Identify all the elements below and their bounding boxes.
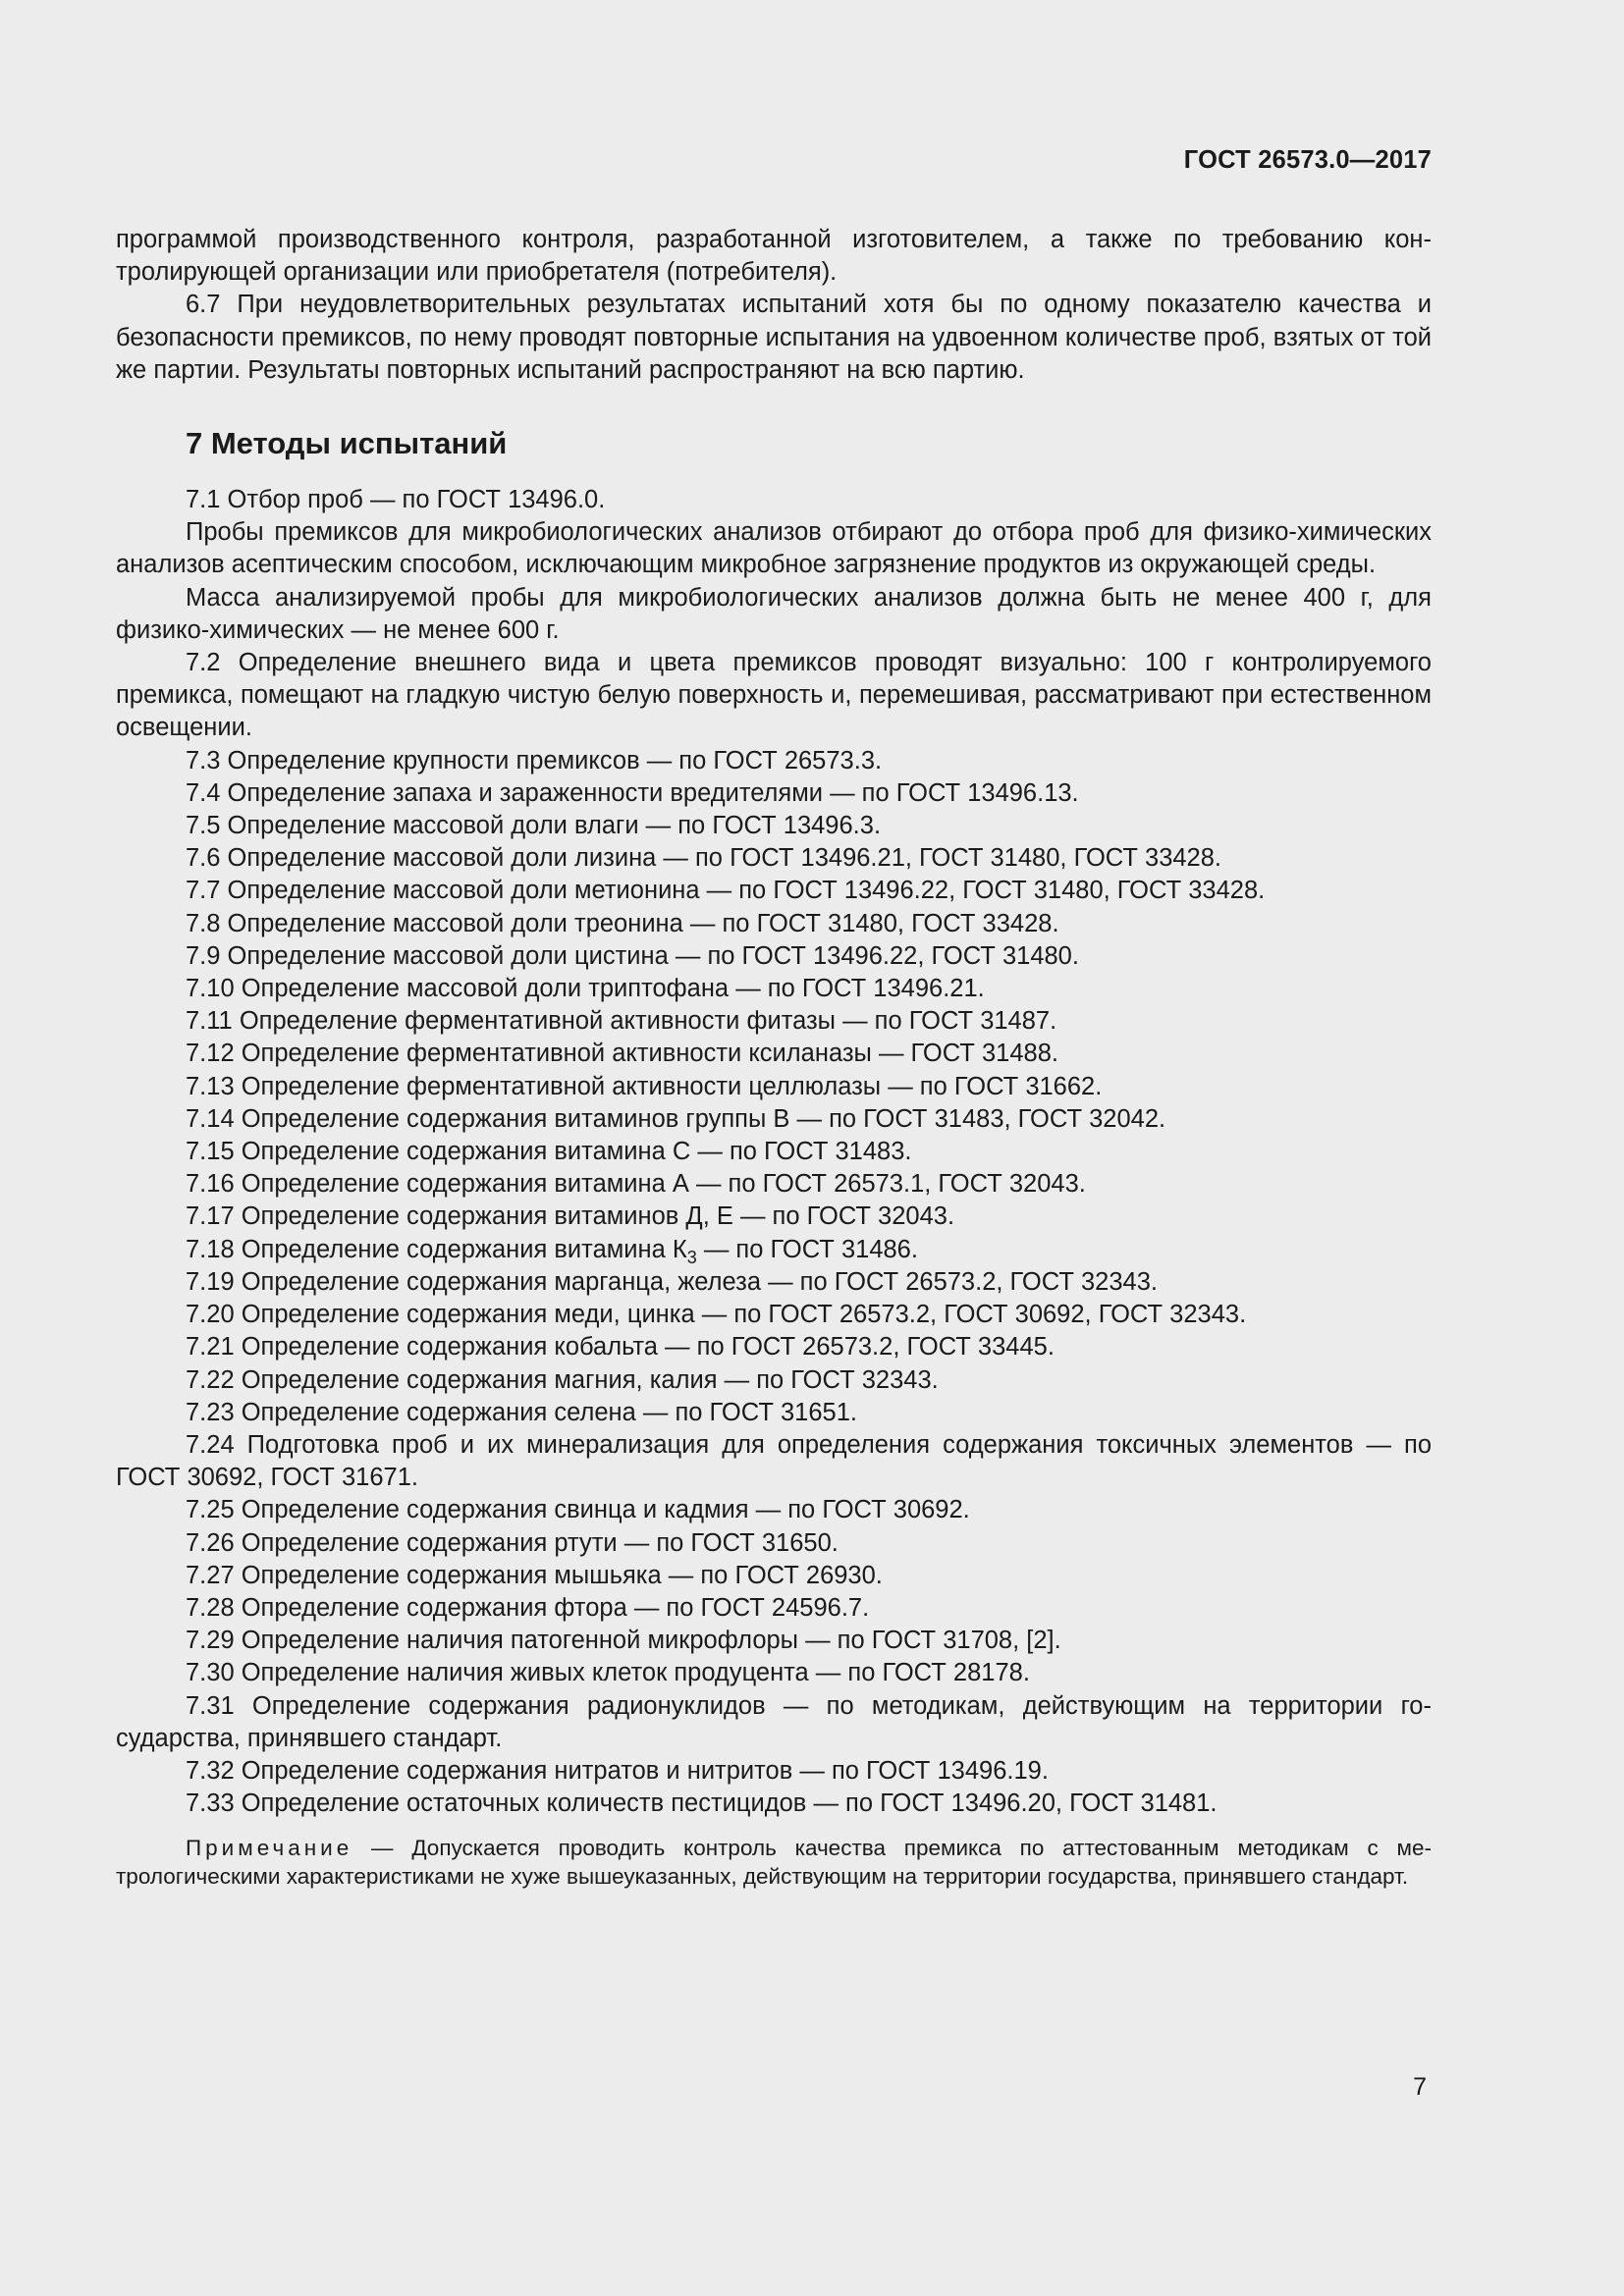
list-item: 7.16 Определение содержания витамина А — по ГОСТ 26573.1, ГОСТ 32043. xyxy=(186,1170,1086,1199)
list-item: 7.19 Определение содержания марганца, железа — по ГОСТ 26573.2, ГОСТ 32343. xyxy=(186,1267,1158,1296)
paragraph-7-2: 7.2 Определение внешнего вида и цвета премиксов проводят визуально: 100 г контролируемого премикса, помещают на гладкую чистую белую поверхность и, перемешивая, рассматривают при естественном освещении. xyxy=(116,649,1432,742)
list-item: 7.21 Определение содержания кобальта — по ГОСТ 26573.2, ГОСТ 33445. xyxy=(186,1333,1055,1362)
paragraph-6-7: 6.7 При неудовлетворительных результатах испытаний хотя бы по одному показателю качества и безопасности премиксов, по нему проводят повторные испытания на удвоенном количестве проб, взятых от той же партии. Результаты повторных испытаний распространяют на всю партию. xyxy=(116,291,1432,384)
list-item: 7.4 Определение запаха и зараженности вредителями — по ГОСТ 13496.13. xyxy=(186,778,1079,807)
list-item-7-18-text: 7.18 Определение содержания витамина К xyxy=(186,1235,687,1263)
list-item-7-24: 7.24 Подготовка проб и их минерализация для определения содержания токсичных элементов — по ГОСТ 30692, ГОСТ 31671. xyxy=(116,1430,1432,1492)
list-item: 7.27 Определение содержания мышьяка — по ГОСТ 26930. xyxy=(186,1561,883,1589)
list-item: 7.30 Определение наличия живых клеток продуцента — по ГОСТ 28178. xyxy=(186,1659,1030,1687)
list-item: 7.11 Определение ферментативной активности фитазы — по ГОСТ 31487. xyxy=(186,1007,1057,1036)
list-item: 7.25 Определение содержания свинца и кадмия — по ГОСТ 30692. xyxy=(186,1496,970,1524)
list-item: 7.23 Определение содержания селена — по ГОСТ 31651. xyxy=(186,1398,857,1426)
continuation-paragraph: программой производственного контроля, разработанной изготовителем, а также по требованию контролирующей организации или приобретателя (потребителя). xyxy=(116,226,1432,287)
list-item: 7.17 Определение содержания витаминов Д, Е — по ГОСТ 32043. xyxy=(186,1202,955,1231)
paragraph-7-1-sampling: Пробы премиксов для микробиологических анализов отбирают до отбора проб для физико-химических анализов асептическим способом, исключающим микробное загрязнение продуктов из окружающей среды. xyxy=(116,518,1432,579)
list-item: 7.7 Определение массовой доли метионина — по ГОСТ 13496.22, ГОСТ 31480, ГОСТ 33428. xyxy=(186,877,1266,905)
list-item: 7.13 Определение ферментативной активности целлюлазы — по ГОСТ 31662. xyxy=(186,1072,1103,1100)
list-item: 7.9 Определение массовой доли цистина — по ГОСТ 13496.22, ГОСТ 31480. xyxy=(186,941,1079,970)
list-item: 7.20 Определение содержания меди, цинка — по ГОСТ 26573.2, ГОСТ 30692, ГОСТ 32343. xyxy=(186,1301,1247,1329)
page-number: 7 xyxy=(1413,2073,1427,2101)
note-paragraph xyxy=(116,1834,1432,1891)
list-item: 7.22 Определение содержания магния, калия — по ГОСТ 32343. xyxy=(186,1365,939,1394)
document-page xyxy=(116,0,1432,2296)
note-label: Примечание xyxy=(186,1836,353,1861)
list-item: 7.33 Определение остаточных количеств пестицидов — по ГОСТ 13496.20, ГОСТ 31481. xyxy=(186,1789,1218,1818)
document-code-header: ГОСТ 26573.0—2017 xyxy=(1183,146,1432,174)
list-item: 7.32 Определение содержания нитратов и нитритов — по ГОСТ 13496.19. xyxy=(186,1756,1049,1785)
list-item: 7.12 Определение ферментативной активности ксиланазы — ГОСТ 31488. xyxy=(186,1040,1058,1068)
paragraph-7-1-mass: Масса анализируемой пробы для микробиологических анализов должна быть не менее 400 г, для физико-химических — не менее 600 г. xyxy=(116,583,1432,644)
list-item: 7.28 Определение содержания фтора — по ГОСТ 24596.7. xyxy=(186,1593,870,1622)
list-item: 7.10 Определение массовой доли триптофана — по ГОСТ 13496.21. xyxy=(186,975,985,1003)
paragraph-7-1: 7.1 Отбор проб — по ГОСТ 13496.0. xyxy=(186,486,606,514)
list-item: 7.5 Определение массовой доли влаги — по ГОСТ 13496.3. xyxy=(186,812,882,840)
list-item: 7.15 Определение содержания витамина С — по ГОСТ 31483. xyxy=(186,1138,912,1166)
section-title: 7 Методы испытаний xyxy=(186,426,508,461)
list-item-7-31: 7.31 Определение содержания радионуклидов — по методикам, действующим на территории государства, принявшего стандарт. xyxy=(116,1691,1432,1752)
list-item: 7.29 Определение наличия патогенной микрофлоры — по ГОСТ 31708, [2]. xyxy=(186,1627,1061,1655)
list-item: 7.14 Определение содержания витаминов группы В — по ГОСТ 31483, ГОСТ 32042. xyxy=(186,1104,1166,1133)
list-item: 7.26 Определение содержания ртути — по ГОСТ 31650. xyxy=(186,1528,839,1557)
subscript-index: 3 xyxy=(686,1247,697,1267)
list-item: 7.8 Определение массовой доли треонина — по ГОСТ 31480, ГОСТ 33428. xyxy=(186,909,1059,937)
list-item: 7.3 Определение крупности премиксов — по ГОСТ 26573.3. xyxy=(186,746,883,774)
document-body xyxy=(116,224,1432,1891)
list-item-7-18-ref: — по ГОСТ 31486. xyxy=(696,1235,918,1263)
note-text: — Допускается проводить контроль качества премикса по аттестованным методикам с метрологическими характеристиками не хуже вышеуказанных, действующим на территории государства, принявшего стандарт. xyxy=(116,1836,1432,1890)
list-item: 7.6 Определение массовой доли лизина — по ГОСТ 13496.21, ГОСТ 31480, ГОСТ 33428. xyxy=(186,844,1222,873)
list-item-7-18 xyxy=(116,1234,1432,1266)
